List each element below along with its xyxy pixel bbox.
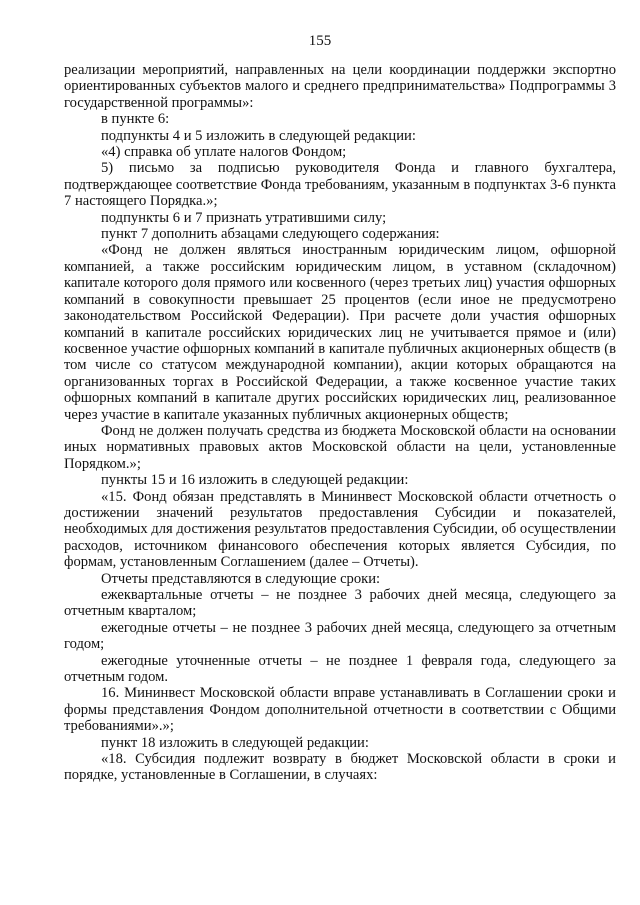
- paragraph: пункт 7 дополнить абзацами следующего содержания:: [101, 226, 440, 243]
- paragraph: Фонд не должен получать средства из бюджета Московской области на основании иных нормативных правовых актов Московской области на цели, установленные Порядком.»;: [64, 422, 616, 472]
- paragraph: «15. Фонд обязан представлять в Мининвест Московской области отчетность о достижении значений результатов предоставления Субсидии и показателей, необходимых для достижения результатов предоставления Субсидии, об осуществлении расходов, источником финансового обеспечения которых является Субсидия, по формам, установленным Соглашением (далее – Отчеты).: [64, 488, 616, 571]
- paragraph: 5) письмо за подписью руководителя Фонда и главного бухгалтера, подтверждающее соответствие Фонда требованиям, указанным в подпунктах 3-6 пункта 7 настоящего Порядка.»;: [64, 160, 616, 210]
- paragraph: ежеквартальные отчеты – не позднее 3 рабочих дней месяца, следующего за отчетным кварталом;: [64, 587, 616, 620]
- document-body: [64, 62, 616, 784]
- paragraph: пункты 15 и 16 изложить в следующей редакции:: [101, 472, 409, 489]
- paragraph: «Фонд не должен являться иностранным юридическим лицом, офшорной компанией, а также российским юридическим лицом, в уставном (складочном) капитале которого доля прямого или косвенного (через третьих лиц) участия офшорных компаний в совокупности превышает 25 процентов (если иное не предусмотрено законодательством Российской Федерации). При расчете доли участия офшорных компаний в капитале российских юридических лиц не учитывается прямое и (или) косвенное участие офшорных компаний в капитале публичных акционерных обществ (в том числе со статусом международной компании), акции которых обращаются на организованных торгах в Российской Федерации, а также косвенное участие таких офшорных компаний в капитале других российских юридических лиц, реализованное через участие в капитале указанных публичных акционерных обществ;: [64, 242, 616, 423]
- paragraph: «4) справка об уплате налогов Фондом;: [101, 144, 347, 161]
- paragraph: подпункты 4 и 5 изложить в следующей редакции:: [101, 127, 416, 144]
- page-number: 155: [308, 33, 332, 49]
- paragraph: ежегодные отчеты – не позднее 3 рабочих дней месяца, следующего за отчетным годом;: [64, 619, 616, 653]
- paragraph: 16. Мининвест Московской области вправе устанавливать в Соглашении сроки и формы представления Фондом дополнительной отчетности в соответствии с Общими требованиями».»;: [64, 685, 616, 735]
- paragraph: Отчеты представляются в следующие сроки:: [101, 570, 381, 587]
- paragraph: подпункты 6 и 7 признать утратившими силу;: [101, 209, 387, 226]
- paragraph: пункт 18 изложить в следующей редакции:: [101, 734, 369, 751]
- paragraph: «18. Субсидия подлежит возврату в бюджет Московской области в сроки и порядке, установленные в Соглашении, в случаях:: [64, 751, 616, 784]
- paragraph: в пункте 6:: [101, 111, 170, 128]
- paragraph: реализации мероприятий, направленных на цели координации поддержки экспортно ориентированных субъектов малого и среднего предпринимательства» Подпрограммы 3 государственной программы»:: [64, 62, 616, 111]
- paragraph: ежегодные уточненные отчеты – не позднее 1 февраля года, следующего за отчетным годом.: [64, 652, 616, 686]
